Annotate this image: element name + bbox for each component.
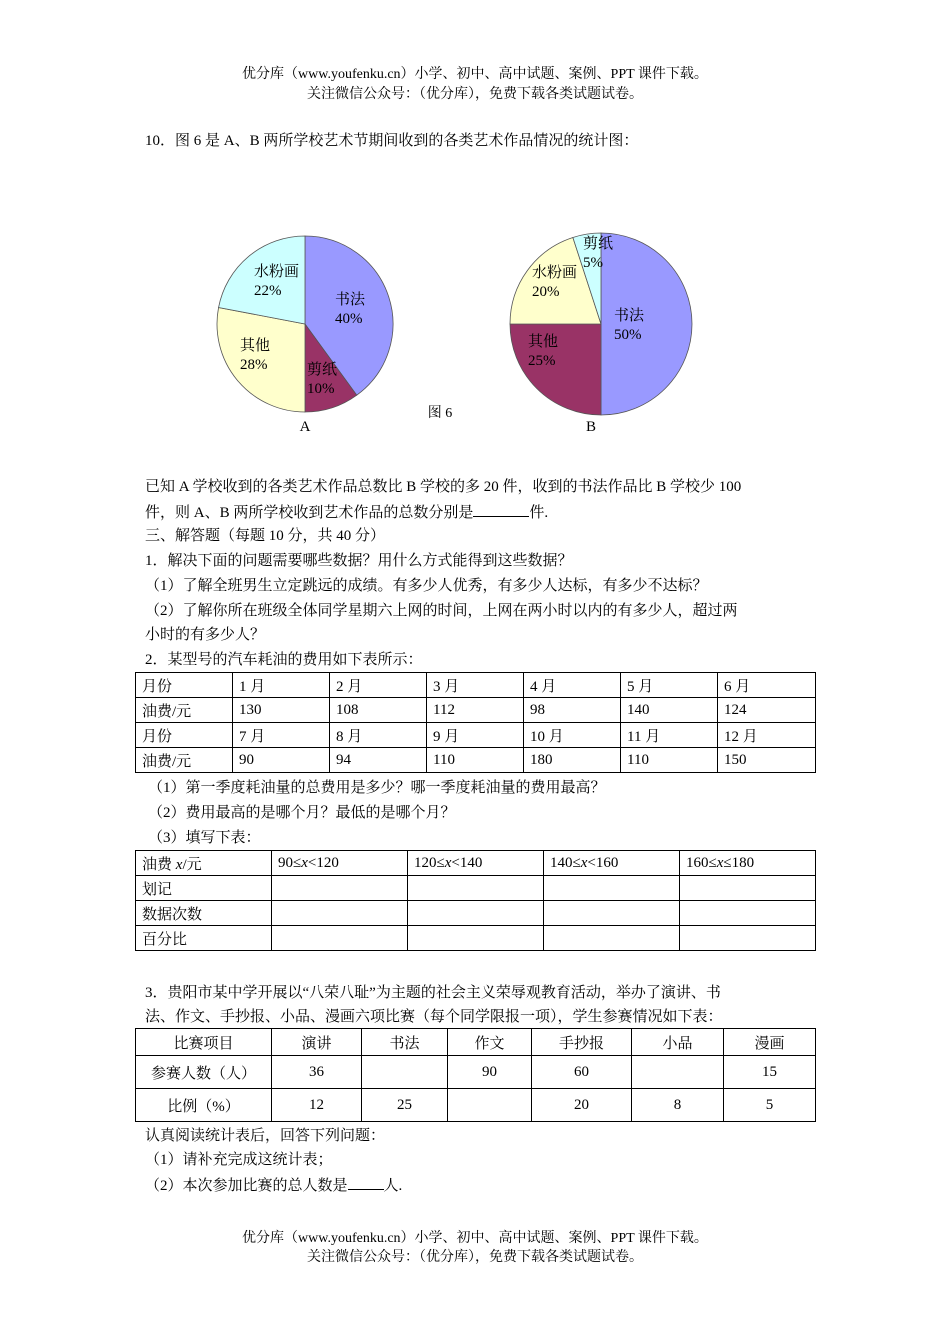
- pie-a-title: A: [299, 419, 311, 435]
- slice-label: 水粉画: [532, 265, 578, 281]
- slice-percent-label: 25%: [528, 353, 556, 369]
- pie-b-title: B: [585, 419, 597, 435]
- table-header-cell: 140≤x<160: [544, 851, 680, 876]
- fill-cell[interactable]: [408, 876, 544, 901]
- table-cell: 月份: [136, 723, 233, 748]
- page-footer-line2: 关注微信公众号：（优分库），免费下载各类试题试卷。: [307, 1250, 643, 1265]
- slice-percent-label: 40%: [335, 311, 363, 327]
- table-cell: 1 月: [233, 673, 330, 698]
- table-cell: 140: [621, 698, 718, 723]
- table-cell: 5: [724, 1089, 816, 1122]
- slice-label: 其他: [528, 334, 559, 350]
- table-row: [136, 748, 816, 773]
- table-cell: 作文: [448, 1029, 532, 1056]
- fill-cell[interactable]: [544, 876, 680, 901]
- table-cell: [448, 1089, 532, 1122]
- table-row: [136, 901, 816, 926]
- table-cell: 25: [362, 1089, 448, 1122]
- table-row: [136, 723, 816, 748]
- figure-caption: 图 6: [427, 406, 453, 421]
- q1-part2-line2: 小时的有多少人？: [145, 627, 266, 643]
- q1-stem: 1．解决下面的问题需要哪些数据？用什么方式能得到这些数据？: [145, 553, 573, 569]
- table-row: [136, 673, 816, 698]
- table-cell: 漫画: [724, 1029, 816, 1056]
- table-row: [136, 1029, 816, 1056]
- page-footer-line1: 优分库（www.youfenku.cn）小学、初中、高中试题、案例、PPT 课件下载。: [242, 1231, 708, 1246]
- fill-cell[interactable]: [272, 901, 408, 926]
- table-cell: 150: [718, 748, 816, 773]
- table-cell: 2 月: [330, 673, 427, 698]
- slice-percent-label: 5%: [583, 255, 603, 271]
- table-cell: 3 月: [427, 673, 524, 698]
- fill-cell[interactable]: [408, 926, 544, 951]
- table-cell: 36: [272, 1056, 362, 1089]
- table-cell: 手抄报: [532, 1029, 632, 1056]
- q3-stem-line1: 3．贵阳市某中学开展以“八荣八耻”为主题的社会主义荣辱观教育活动，举办了演讲、书: [145, 985, 721, 1001]
- table-header-cell: 油费 x/元: [136, 851, 272, 876]
- slice-percent-label: 22%: [254, 283, 282, 299]
- slice-label: 书法: [335, 292, 366, 308]
- slice-percent-label: 28%: [240, 357, 268, 373]
- fill-cell[interactable]: [680, 901, 816, 926]
- table-cell: 8 月: [330, 723, 427, 748]
- slice-label: 剪纸: [583, 236, 614, 252]
- page-header-line2: 关注微信公众号：（优分库），免费下载各类试题试卷。: [307, 87, 643, 102]
- fill-cell[interactable]: [272, 926, 408, 951]
- fuel-cost-table: [135, 672, 816, 773]
- q3-part2-b: 人.: [383, 1178, 403, 1194]
- slice-label: 书法: [614, 308, 645, 324]
- q10-intro: 10．图 6 是 A、B 两所学校艺术节期间收到的各类艺术作品情况的统计图：: [145, 133, 639, 149]
- table-cell: 月份: [136, 673, 233, 698]
- table-cell: 98: [524, 698, 621, 723]
- table-cell: 130: [233, 698, 330, 723]
- table-cell: 4 月: [524, 673, 621, 698]
- q3-part2: [145, 1174, 815, 1196]
- pie-slice: [601, 233, 692, 415]
- q10-text-line2: [145, 501, 815, 523]
- table-cell: 演讲: [272, 1029, 362, 1056]
- q10-text-part-b: 件.: [529, 505, 549, 521]
- table-header-cell: 120≤x<140: [408, 851, 544, 876]
- table-cell: 比赛项目: [136, 1029, 272, 1056]
- table-row: [136, 698, 816, 723]
- table-cell: [632, 1056, 724, 1089]
- q10-text-line1: 已知 A 学校收到的各类艺术作品总数比 B 学校的多 20 件，收到的书法作品比 B 学校少 100: [145, 479, 742, 495]
- q3-after: 认真阅读统计表后，回答下列问题：: [145, 1128, 386, 1144]
- table-cell: 9 月: [427, 723, 524, 748]
- table-row: [136, 876, 816, 901]
- table-cell: 7 月: [233, 723, 330, 748]
- q1-part2-line1: （2）了解你所在班级全体同学星期六上网的时间，上网在两小时以内的有多少人，超过两: [145, 603, 738, 619]
- table-cell: 12 月: [718, 723, 816, 748]
- fill-cell[interactable]: [680, 926, 816, 951]
- table-cell: 10 月: [524, 723, 621, 748]
- table-row-label: 百分比: [136, 926, 272, 951]
- table-cell: 15: [724, 1056, 816, 1089]
- table-cell: 20: [532, 1089, 632, 1122]
- table-row: [136, 1056, 816, 1089]
- fill-cell[interactable]: [272, 876, 408, 901]
- total-blank[interactable]: [348, 1174, 384, 1190]
- table-row-label: 数据次数: [136, 901, 272, 926]
- q2-stem: 2．某型号的汽车耗油的费用如下表所示：: [145, 652, 423, 668]
- table-row: [136, 1089, 816, 1122]
- q2-part1: （1）第一季度耗油量的总费用是多少？哪一季度耗油量的费用最高？: [148, 780, 606, 796]
- slice-percent-label: 50%: [614, 327, 642, 343]
- table-cell: 参赛人数（人）: [136, 1056, 272, 1089]
- table-header-cell: 160≤x≤180: [680, 851, 816, 876]
- pie-chart-a: [217, 236, 393, 412]
- table-cell: 94: [330, 748, 427, 773]
- table-cell: 180: [524, 748, 621, 773]
- section-title: 三、解答题（每题 10 分，共 40 分）: [145, 528, 386, 544]
- q1-part1: （1）了解全班男生立定跳远的成绩。有多少人优秀，有多少人达标，有多少不达标？: [145, 578, 708, 594]
- table-cell: 书法: [362, 1029, 448, 1056]
- table-header-cell: 90≤x<120: [272, 851, 408, 876]
- table-cell: 60: [532, 1056, 632, 1089]
- fill-cell[interactable]: [544, 926, 680, 951]
- slice-label: 水粉画: [254, 264, 300, 280]
- table-cell: [362, 1056, 448, 1089]
- q3-stem-line2: 法、作文、手抄报、小品、漫画六项比赛（每个同学限报一项），学生参赛情况如下表：: [145, 1009, 723, 1025]
- slice-label: 剪纸: [307, 362, 338, 378]
- table-cell: 108: [330, 698, 427, 723]
- competition-table: [135, 1028, 816, 1122]
- slice-percent-label: 10%: [307, 381, 335, 397]
- table-cell: 110: [427, 748, 524, 773]
- table-cell: 11 月: [621, 723, 718, 748]
- table-cell: 6 月: [718, 673, 816, 698]
- answer-blank[interactable]: [473, 501, 529, 517]
- q3-part2-a: （2）本次参加比赛的总人数是: [145, 1178, 348, 1194]
- fill-in-table: [135, 850, 816, 951]
- fill-cell[interactable]: [680, 876, 816, 901]
- q2-part2: （2）费用最高的是哪个月？最低的是哪个月？: [148, 805, 456, 821]
- slice-label: 其他: [240, 338, 271, 354]
- slice-percent-label: 20%: [532, 284, 560, 300]
- table-cell: 小品: [632, 1029, 724, 1056]
- q10-text-part-a: 件，则 A、B 两所学校收到艺术作品的总数分别是: [145, 505, 474, 521]
- table-row: [136, 851, 816, 876]
- fill-cell[interactable]: [544, 901, 680, 926]
- table-cell: 124: [718, 698, 816, 723]
- table-row-label: 划记: [136, 876, 272, 901]
- table-cell: 5 月: [621, 673, 718, 698]
- page-header-line1: 优分库（www.youfenku.cn）小学、初中、高中试题、案例、PPT 课件下载。: [242, 67, 708, 82]
- q3-part1: （1）请补充完成这统计表；: [145, 1152, 333, 1168]
- table-cell: 油费/元: [136, 698, 233, 723]
- table-cell: 90: [448, 1056, 532, 1089]
- fill-cell[interactable]: [408, 901, 544, 926]
- table-cell: 90: [233, 748, 330, 773]
- table-cell: 112: [427, 698, 524, 723]
- table-cell: 110: [621, 748, 718, 773]
- table-cell: 油费/元: [136, 748, 233, 773]
- pie-charts: [195, 220, 715, 440]
- pie-chart-b: [510, 233, 692, 415]
- q2-part3: （3）填写下表：: [148, 830, 261, 846]
- table-cell: 8: [632, 1089, 724, 1122]
- table-row: [136, 926, 816, 951]
- table-cell: 12: [272, 1089, 362, 1122]
- table-cell: 比例（%）: [136, 1089, 272, 1122]
